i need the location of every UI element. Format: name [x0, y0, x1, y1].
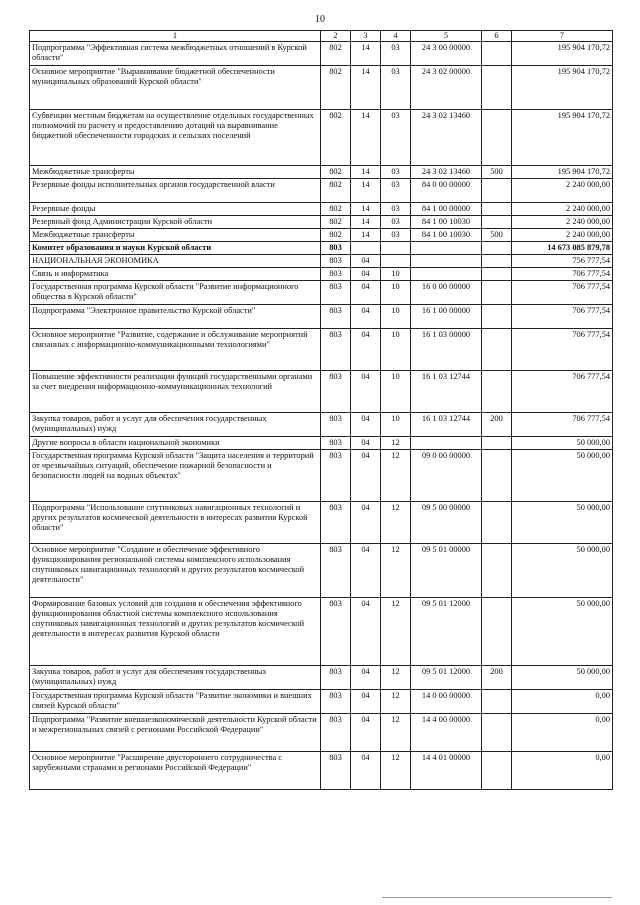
table-row [30, 42, 613, 66]
section-code: 04 [351, 450, 381, 502]
amount: 706 777,54 [512, 305, 613, 329]
admin-code: 802 [321, 216, 351, 229]
amount: 50 000,00 [512, 502, 613, 544]
admin-code: 802 [321, 166, 351, 179]
row-name: Другие вопросы в области национальной экономики [30, 437, 321, 450]
row-name: НАЦИОНАЛЬНАЯ ЭКОНОМИКА [30, 255, 321, 268]
subsection-code: 12 [381, 666, 411, 690]
amount: 195 904 170,72 [512, 166, 613, 179]
amount: 706 777,54 [512, 371, 613, 413]
row-name: Связь и информатика [30, 268, 321, 281]
subsection-code: 12 [381, 752, 411, 790]
row-name: Резервные фонды [30, 203, 321, 216]
target-article-code [411, 255, 482, 268]
amount: 2 240 000,00 [512, 203, 613, 216]
column-header: 4 [381, 31, 411, 42]
expense-type-code [482, 690, 512, 714]
column-header: 2 [321, 31, 351, 42]
table-row [30, 281, 613, 305]
table-row [30, 66, 613, 110]
admin-code: 803 [321, 752, 351, 790]
target-article-code: 16 1 03 12744 [411, 371, 482, 413]
expense-type-code: 200 [482, 413, 512, 437]
section-code: 04 [351, 413, 381, 437]
target-article-code: 84 0 00 00000 [411, 179, 482, 203]
admin-code: 803 [321, 437, 351, 450]
admin-code: 802 [321, 229, 351, 242]
table-body [30, 42, 613, 790]
section-code: 04 [351, 690, 381, 714]
section-code: 14 [351, 166, 381, 179]
row-name: Резервные фонды исполнительных органов государственной власти [30, 179, 321, 203]
target-article-code: 09 5 01 00000 [411, 544, 482, 598]
row-name: Подпрограмма "Развитие внешнеэкономической деятельности Курской области и межрегиональных связей с регионами Российской Федерации" [30, 714, 321, 752]
admin-code: 803 [321, 690, 351, 714]
section-code: 04 [351, 714, 381, 752]
row-name: Межбюджетные трансферты [30, 229, 321, 242]
target-article-code: 09 5 00 00000 [411, 502, 482, 544]
amount: 0,00 [512, 752, 613, 790]
subsection-code: 12 [381, 502, 411, 544]
expense-type-code: 500 [482, 166, 512, 179]
section-code: 14 [351, 66, 381, 110]
table-row [30, 371, 613, 413]
section-code: 14 [351, 216, 381, 229]
admin-code: 802 [321, 179, 351, 203]
table-row [30, 714, 613, 752]
subsection-code: 10 [381, 281, 411, 305]
row-name: Основное мероприятие "Выравнивание бюджетной обеспеченности муниципальных образований Курской области" [30, 66, 321, 110]
amount: 14 673 085 879,78 [512, 242, 613, 255]
table-row [30, 437, 613, 450]
subsection-code: 12 [381, 437, 411, 450]
section-code: 04 [351, 544, 381, 598]
target-article-code: 24 3 02 13460 [411, 110, 482, 166]
table-row [30, 329, 613, 371]
table-row [30, 110, 613, 166]
row-name: Резервный фонд Администрации Курской области [30, 216, 321, 229]
expense-type-code [482, 598, 512, 666]
target-article-code [411, 268, 482, 281]
column-header: 6 [482, 31, 512, 42]
row-name: Закупка товаров, работ и услуг для обеспечения государственных (муниципальных) нужд [30, 666, 321, 690]
admin-code: 803 [321, 329, 351, 371]
table-row [30, 166, 613, 179]
section-code: 04 [351, 502, 381, 544]
amount: 50 000,00 [512, 544, 613, 598]
admin-code: 802 [321, 66, 351, 110]
row-name: Основное мероприятие "Расширение двустороннего сотрудничества с зарубежными странами и регионами Российской Федерации" [30, 752, 321, 790]
section-code: 04 [351, 666, 381, 690]
amount: 706 777,54 [512, 329, 613, 371]
table-row [30, 268, 613, 281]
table-row [30, 305, 613, 329]
expense-type-code [482, 752, 512, 790]
expense-type-code [482, 203, 512, 216]
target-article-code: 09 5 01 12000 [411, 598, 482, 666]
table-row [30, 255, 613, 268]
admin-code: 803 [321, 281, 351, 305]
subsection-code: 03 [381, 66, 411, 110]
target-article-code [411, 437, 482, 450]
row-name: Подпрограмма "Использование спутниковых навигационных технологий и других результатов космической деятельности в интересах развития Курской области" [30, 502, 321, 544]
subsection-code: 10 [381, 268, 411, 281]
row-name: Основное мероприятие "Развитие, содержание и обслуживание мероприятий связанных с информационно-коммуникационными технологиями" [30, 329, 321, 371]
column-header: 7 [512, 31, 613, 42]
admin-code: 803 [321, 666, 351, 690]
target-article-code: 14 4 00 00000 [411, 714, 482, 752]
expense-type-code [482, 305, 512, 329]
table-row [30, 666, 613, 690]
subsection-code: 03 [381, 203, 411, 216]
amount: 50 000,00 [512, 450, 613, 502]
amount: 195 904 170,72 [512, 110, 613, 166]
row-name: Комитет образования и науки Курской области [30, 242, 321, 255]
target-article-code: 16 0 00 00000 [411, 281, 482, 305]
row-name: Формирование базовых условий для создания и обеспечения эффективного функционирования областной системы комплексного использования спутниковых навигационных технологий и других результатов космической деятельности в интересах развития Курской области [30, 598, 321, 666]
row-name: Закупка товаров, работ и услуг для обеспечения государственных (муниципальных) нужд [30, 413, 321, 437]
row-name: Подпрограмма "Электронное правительство Курской области" [30, 305, 321, 329]
expense-type-code [482, 216, 512, 229]
subsection-code: 10 [381, 329, 411, 371]
row-name: Основное мероприятие "Создание и обеспечение эффективного функционирования региональной системы комплексного использования спутниковых навигационных технологий и других результатов космической деятельности" [30, 544, 321, 598]
table-row [30, 752, 613, 790]
target-article-code: 14 0 00 00000 [411, 690, 482, 714]
admin-code: 803 [321, 255, 351, 268]
expense-type-code [482, 242, 512, 255]
expense-type-code [482, 179, 512, 203]
expense-type-code [482, 42, 512, 66]
row-name: Повышение эффективности реализации функций государственными органами за счет внедрения информационно-коммуникационных технологий [30, 371, 321, 413]
subsection-code: 03 [381, 179, 411, 203]
expense-type-code [482, 544, 512, 598]
section-code: 14 [351, 203, 381, 216]
admin-code: 803 [321, 450, 351, 502]
target-article-code: 16 1 03 00000 [411, 329, 482, 371]
table-row [30, 229, 613, 242]
target-article-code: 16 1 00 00000 [411, 305, 482, 329]
target-article-code: 14 4 01 00000 [411, 752, 482, 790]
header-row [30, 31, 613, 42]
section-code: 04 [351, 598, 381, 666]
row-name: Государственная программа Курской области "Защита населения и территорий от чрезвычайных ситуаций, обеспечение пожарной безопасности и безопасности людей на водных объектах" [30, 450, 321, 502]
subsection-code: 12 [381, 598, 411, 666]
subsection-code: 03 [381, 216, 411, 229]
column-header: 1 [30, 31, 321, 42]
row-name: Подпрограмма "Эффективная система межбюджетных отношений в Курской области" [30, 42, 321, 66]
amount: 0,00 [512, 690, 613, 714]
admin-code: 802 [321, 110, 351, 166]
target-article-code: 84 1 00 10030 [411, 216, 482, 229]
admin-code: 803 [321, 413, 351, 437]
admin-code: 803 [321, 714, 351, 752]
page-number: 10 [315, 14, 325, 25]
target-article-code: 84 1 00 00000 [411, 203, 482, 216]
row-name: Межбюджетные трансферты [30, 166, 321, 179]
table-row [30, 544, 613, 598]
expense-type-code: 200 [482, 666, 512, 690]
subsection-code: 12 [381, 450, 411, 502]
admin-code: 803 [321, 598, 351, 666]
section-code: 14 [351, 42, 381, 66]
admin-code: 803 [321, 242, 351, 255]
expense-type-code [482, 255, 512, 268]
subsection-code: 03 [381, 110, 411, 166]
table-row [30, 690, 613, 714]
amount: 195 904 170,72 [512, 66, 613, 110]
amount: 2 240 000,00 [512, 179, 613, 203]
amount: 756 777,54 [512, 255, 613, 268]
expense-type-code [482, 268, 512, 281]
subsection-code [381, 242, 411, 255]
expense-type-code [482, 371, 512, 413]
subsection-code [381, 255, 411, 268]
amount: 706 777,54 [512, 268, 613, 281]
expense-type-code [482, 714, 512, 752]
target-article-code: 24 3 00 00000 [411, 42, 482, 66]
section-code: 04 [351, 281, 381, 305]
expense-type-code [482, 329, 512, 371]
amount: 195 904 170,72 [512, 42, 613, 66]
section-code [351, 242, 381, 255]
section-code: 14 [351, 179, 381, 203]
expense-type-code: 500 [482, 229, 512, 242]
section-code: 14 [351, 229, 381, 242]
amount: 50 000,00 [512, 598, 613, 666]
table-row [30, 242, 613, 255]
table-row [30, 203, 613, 216]
row-name: Государственная программа Курской области "Развитие информационного общества в Курской области" [30, 281, 321, 305]
section-code: 04 [351, 437, 381, 450]
amount: 50 000,00 [512, 437, 613, 450]
admin-code: 802 [321, 42, 351, 66]
admin-code: 803 [321, 305, 351, 329]
section-code: 04 [351, 268, 381, 281]
budget-table [29, 30, 613, 790]
footer-divider [382, 897, 612, 898]
subsection-code: 12 [381, 690, 411, 714]
column-header: 5 [411, 31, 482, 42]
amount: 0,00 [512, 714, 613, 752]
target-article-code: 09 0 00 00000 [411, 450, 482, 502]
admin-code: 803 [321, 268, 351, 281]
row-name: Субвенции местным бюджетам на осуществление отдельных государственных полномочий по расчету и предоставлению дотаций на выравнивание бюджетной обеспеченности городских и сельских поселений [30, 110, 321, 166]
target-article-code: 24 3 02 00000 [411, 66, 482, 110]
amount: 50 000,00 [512, 666, 613, 690]
subsection-code: 03 [381, 166, 411, 179]
section-code: 04 [351, 255, 381, 268]
subsection-code: 10 [381, 371, 411, 413]
target-article-code: 84 1 00 10030 [411, 229, 482, 242]
target-article-code: 24 3 02 13460 [411, 166, 482, 179]
section-code: 04 [351, 752, 381, 790]
target-article-code: 09 5 01 12000 [411, 666, 482, 690]
table-row [30, 216, 613, 229]
admin-code: 803 [321, 371, 351, 413]
subsection-code: 10 [381, 413, 411, 437]
row-name: Государственная программа Курской области "Развитие экономики и внешних связей Курской области" [30, 690, 321, 714]
column-header: 3 [351, 31, 381, 42]
amount: 706 777,54 [512, 281, 613, 305]
table-row [30, 179, 613, 203]
target-article-code: 16 1 03 12744 [411, 413, 482, 437]
table-row [30, 413, 613, 437]
table-row [30, 450, 613, 502]
section-code: 04 [351, 371, 381, 413]
expense-type-code [482, 281, 512, 305]
subsection-code: 12 [381, 544, 411, 598]
subsection-code: 10 [381, 305, 411, 329]
expense-type-code [482, 437, 512, 450]
expense-type-code [482, 450, 512, 502]
subsection-code: 03 [381, 229, 411, 242]
subsection-code: 03 [381, 42, 411, 66]
expense-type-code [482, 502, 512, 544]
admin-code: 803 [321, 502, 351, 544]
expense-type-code [482, 110, 512, 166]
amount: 2 240 000,00 [512, 216, 613, 229]
section-code: 14 [351, 110, 381, 166]
admin-code: 802 [321, 203, 351, 216]
section-code: 04 [351, 329, 381, 371]
subsection-code: 12 [381, 714, 411, 752]
section-code: 04 [351, 305, 381, 329]
table-row [30, 502, 613, 544]
admin-code: 803 [321, 544, 351, 598]
amount: 706 777,54 [512, 413, 613, 437]
table-row [30, 598, 613, 666]
expense-type-code [482, 66, 512, 110]
amount: 2 240 000,00 [512, 229, 613, 242]
target-article-code [411, 242, 482, 255]
